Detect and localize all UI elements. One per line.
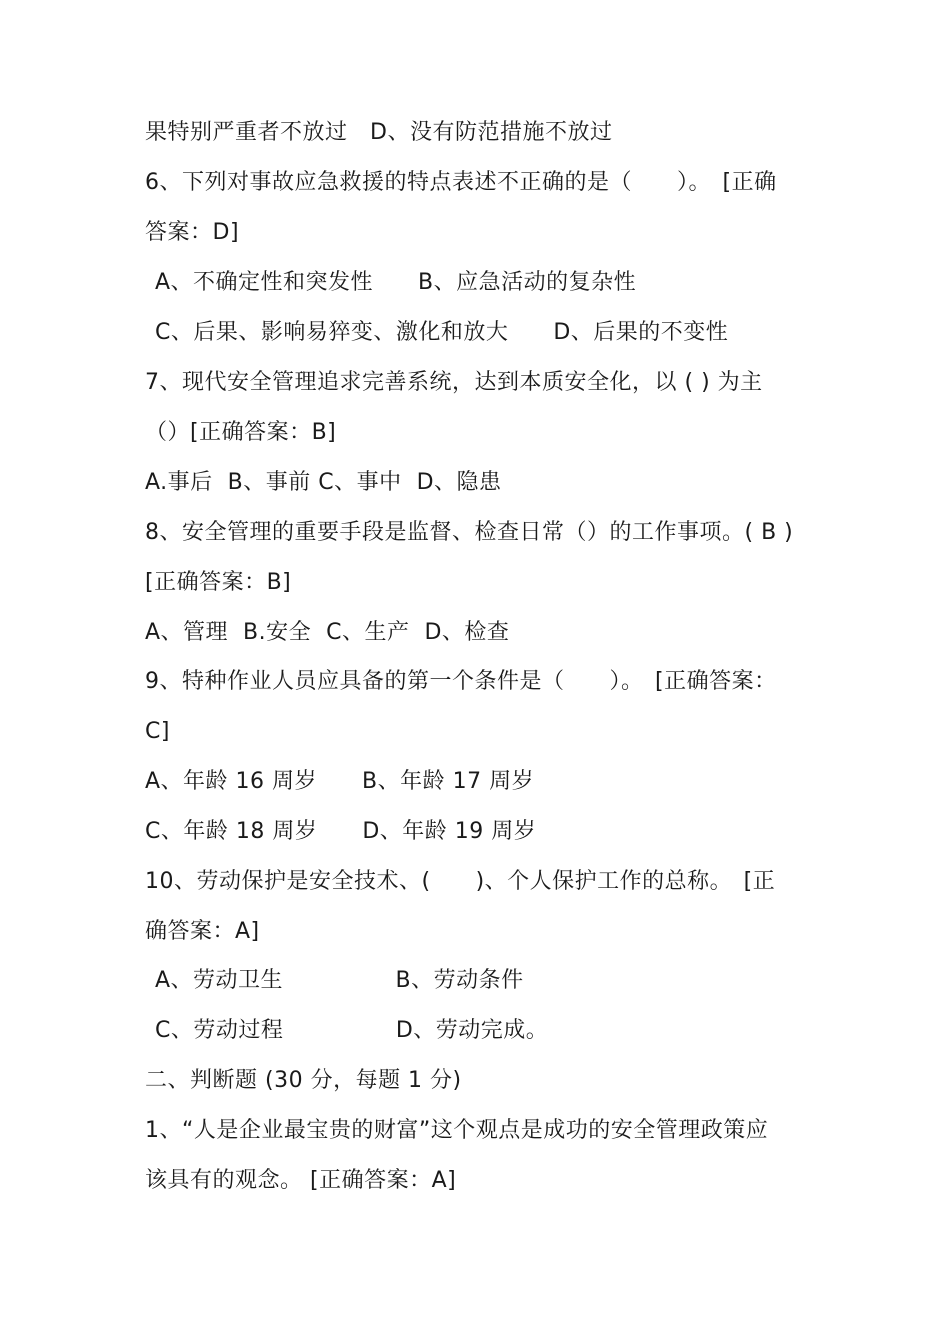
question-7-stem: 7、现代安全管理追求完善系统，达到本质安全化，以 ( ) 为主 <box>145 370 763 395</box>
question-6-stem: 6、下列对事故应急救援的特点表述不正确的是（ ）。 [正确 <box>145 170 777 195</box>
question-8-answer: [正确答案：B] <box>145 570 292 595</box>
question-7-options: A.事后 B、事前 C、事中 D、隐患 <box>145 470 502 495</box>
question-9-options-cd: C、年龄 18 周岁 D、年龄 19 周岁 <box>145 819 537 844</box>
question-10-stem: 10、劳动保护是安全技术、( )、个人保护工作的总称。 [正 <box>145 869 776 894</box>
question-8-stem: 8、安全管理的重要手段是监督、检查日常（）的工作事项。( B ) <box>145 520 794 545</box>
question-6-options-ab: A、不确定性和突发性 B、应急活动的复杂性 <box>155 270 637 295</box>
question-9-stem: 9、特种作业人员应具备的第一个条件是（ ）。 [正确答案： <box>145 669 777 694</box>
question-7-answer: （）[正确答案：B] <box>145 420 337 445</box>
text-line: 果特别严重者不放过 D、没有防范措施不放过 <box>145 120 613 145</box>
question-10-options-ab: A、劳动卫生 B、劳动条件 <box>155 968 524 993</box>
section-heading: 二、判断题 (30 分，每题 1 分) <box>145 1068 462 1093</box>
question-6-answer: 答案：D] <box>145 220 240 245</box>
question-8-options: A、管理 B.安全 C、生产 D、检查 <box>145 620 510 645</box>
question-9-options-ab: A、年龄 16 周岁 B、年龄 17 周岁 <box>145 769 535 794</box>
question-6-options-cd: C、后果、影响易猝变、激化和放大 D、后果的不变性 <box>155 320 729 345</box>
judgment-1-stem: 1、“人是企业最宝贵的财富”这个观点是成功的安全管理政策应 <box>145 1118 769 1143</box>
question-10-answer: 确答案：A] <box>145 919 260 944</box>
judgment-1-answer: 该具有的观念。 [正确答案：A] <box>145 1168 457 1193</box>
question-9-answer: C] <box>145 719 170 744</box>
question-10-options-cd: C、劳动过程 D、劳动完成。 <box>155 1018 549 1043</box>
